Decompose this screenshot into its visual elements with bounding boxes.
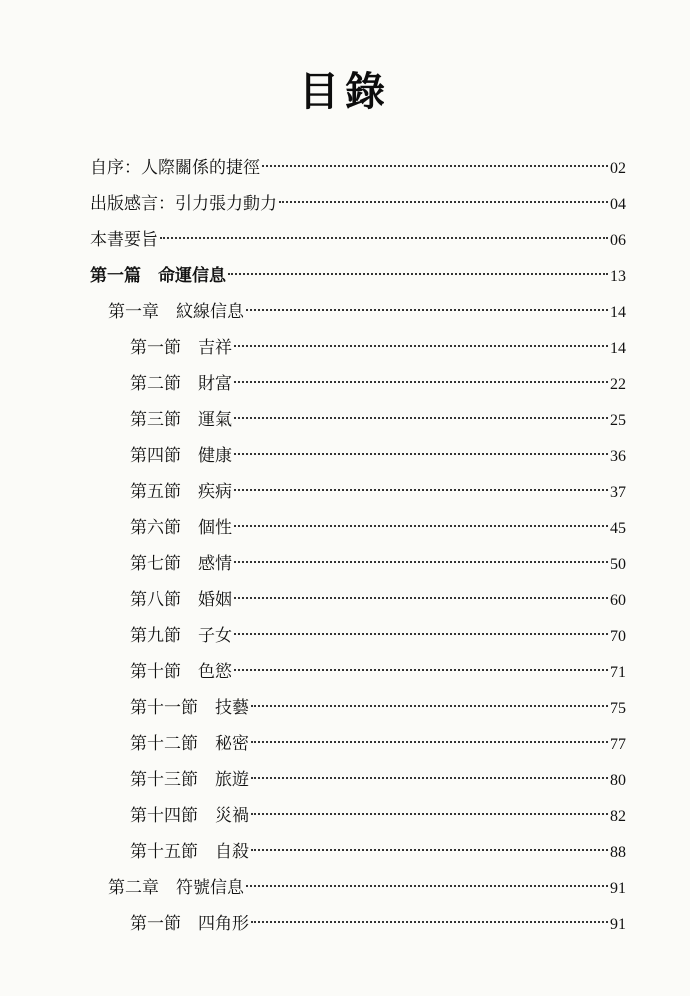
dot-leader xyxy=(234,669,608,671)
toc-entry[interactable] xyxy=(90,330,626,366)
toc-entry-page: 13 xyxy=(610,268,626,285)
dot-leader xyxy=(279,201,608,203)
dot-leader xyxy=(251,813,608,815)
dot-leader xyxy=(246,309,608,311)
toc-entry-page: 37 xyxy=(610,484,626,501)
toc-entry[interactable] xyxy=(90,762,626,798)
dot-leader xyxy=(160,237,608,239)
dot-leader xyxy=(251,849,608,851)
toc-entry-page: 04 xyxy=(610,196,626,213)
toc-entry-page: 36 xyxy=(610,448,626,465)
toc-entry[interactable] xyxy=(90,510,626,546)
toc-entry[interactable] xyxy=(90,474,626,510)
toc-entry-page: 82 xyxy=(610,808,626,825)
dot-leader xyxy=(251,777,608,779)
toc-entry-page: 14 xyxy=(610,340,626,357)
toc-entry-title: 第一章 紋線信息 xyxy=(108,302,244,322)
dot-leader xyxy=(251,921,608,923)
dot-leader xyxy=(234,489,608,491)
toc-entry[interactable] xyxy=(90,402,626,438)
toc-entry-title: 第五節 疾病 xyxy=(130,482,232,502)
toc-entry[interactable] xyxy=(90,654,626,690)
toc-entry[interactable] xyxy=(90,186,626,222)
toc-entry-title: 第十四節 災禍 xyxy=(130,806,249,826)
toc-entry-page: 22 xyxy=(610,376,626,393)
toc-entry[interactable] xyxy=(90,834,626,870)
toc-entry-title: 第一節 吉祥 xyxy=(130,338,232,358)
toc-entry-title: 第十三節 旅遊 xyxy=(130,770,249,790)
toc-entry-page: 60 xyxy=(610,592,626,609)
dot-leader xyxy=(234,525,608,527)
toc-entry-title: 第一篇 命運信息 xyxy=(90,266,226,286)
dot-leader xyxy=(251,741,608,743)
toc-entry-page: 77 xyxy=(610,736,626,753)
toc-entry[interactable] xyxy=(90,438,626,474)
dot-leader xyxy=(234,345,608,347)
toc-entry[interactable] xyxy=(90,366,626,402)
toc-entry[interactable] xyxy=(90,906,626,942)
dot-leader xyxy=(234,453,608,455)
dot-leader xyxy=(262,165,608,167)
dot-leader xyxy=(234,417,608,419)
toc-entry-title: 本書要旨 xyxy=(90,230,158,250)
toc-entry-title: 第二節 財富 xyxy=(130,374,232,394)
toc-entry-title: 第十五節 自殺 xyxy=(130,842,249,862)
toc-entry-title: 第十二節 秘密 xyxy=(130,734,249,754)
toc-entry-title: 出版感言：引力張力動力 xyxy=(90,194,277,214)
toc-entry[interactable] xyxy=(90,726,626,762)
toc-entry[interactable] xyxy=(90,618,626,654)
toc-entry-page: 91 xyxy=(610,880,626,897)
toc-entry-page: 06 xyxy=(610,232,626,249)
toc-entry-page: 88 xyxy=(610,844,626,861)
toc-entry[interactable] xyxy=(90,870,626,906)
dot-leader xyxy=(251,705,608,707)
toc-entry[interactable] xyxy=(90,690,626,726)
page-title: 目錄 xyxy=(299,68,391,115)
toc-entry-title: 第九節 子女 xyxy=(130,626,232,646)
toc-entry-page: 91 xyxy=(610,916,626,933)
toc-entry[interactable] xyxy=(90,222,626,258)
toc-entry[interactable] xyxy=(90,582,626,618)
toc-entry-title: 第八節 婚姻 xyxy=(130,590,232,610)
toc-entry-title: 第三節 運氣 xyxy=(130,410,232,430)
toc-entry-page: 45 xyxy=(610,520,626,537)
toc-entry-title: 第十一節 技藝 xyxy=(130,698,249,718)
toc-entry[interactable] xyxy=(90,258,626,294)
table-of-contents xyxy=(90,150,626,942)
toc-entry[interactable] xyxy=(90,798,626,834)
dot-leader xyxy=(246,885,608,887)
toc-entry-title: 自序：人際關係的捷徑 xyxy=(90,158,260,178)
toc-entry-title: 第七節 感情 xyxy=(130,554,232,574)
toc-entry[interactable] xyxy=(90,546,626,582)
toc-entry-page: 50 xyxy=(610,556,626,573)
toc-entry-title: 第一節 四角形 xyxy=(130,914,249,934)
toc-entry[interactable] xyxy=(90,150,626,186)
dot-leader xyxy=(228,273,608,275)
dot-leader xyxy=(234,561,608,563)
dot-leader xyxy=(234,597,608,599)
toc-entry-page: 71 xyxy=(610,664,626,681)
toc-entry-title: 第四節 健康 xyxy=(130,446,232,466)
dot-leader xyxy=(234,381,608,383)
toc-entry-page: 14 xyxy=(610,304,626,321)
toc-entry-page: 80 xyxy=(610,772,626,789)
toc-entry-page: 02 xyxy=(610,160,626,177)
toc-entry-title: 第十節 色慾 xyxy=(130,662,232,682)
toc-entry-title: 第二章 符號信息 xyxy=(108,878,244,898)
toc-entry-page: 75 xyxy=(610,700,626,717)
toc-entry[interactable] xyxy=(90,294,626,330)
toc-entry-page: 70 xyxy=(610,628,626,645)
dot-leader xyxy=(234,633,608,635)
toc-entry-page: 25 xyxy=(610,412,626,429)
toc-entry-title: 第六節 個性 xyxy=(130,518,232,538)
